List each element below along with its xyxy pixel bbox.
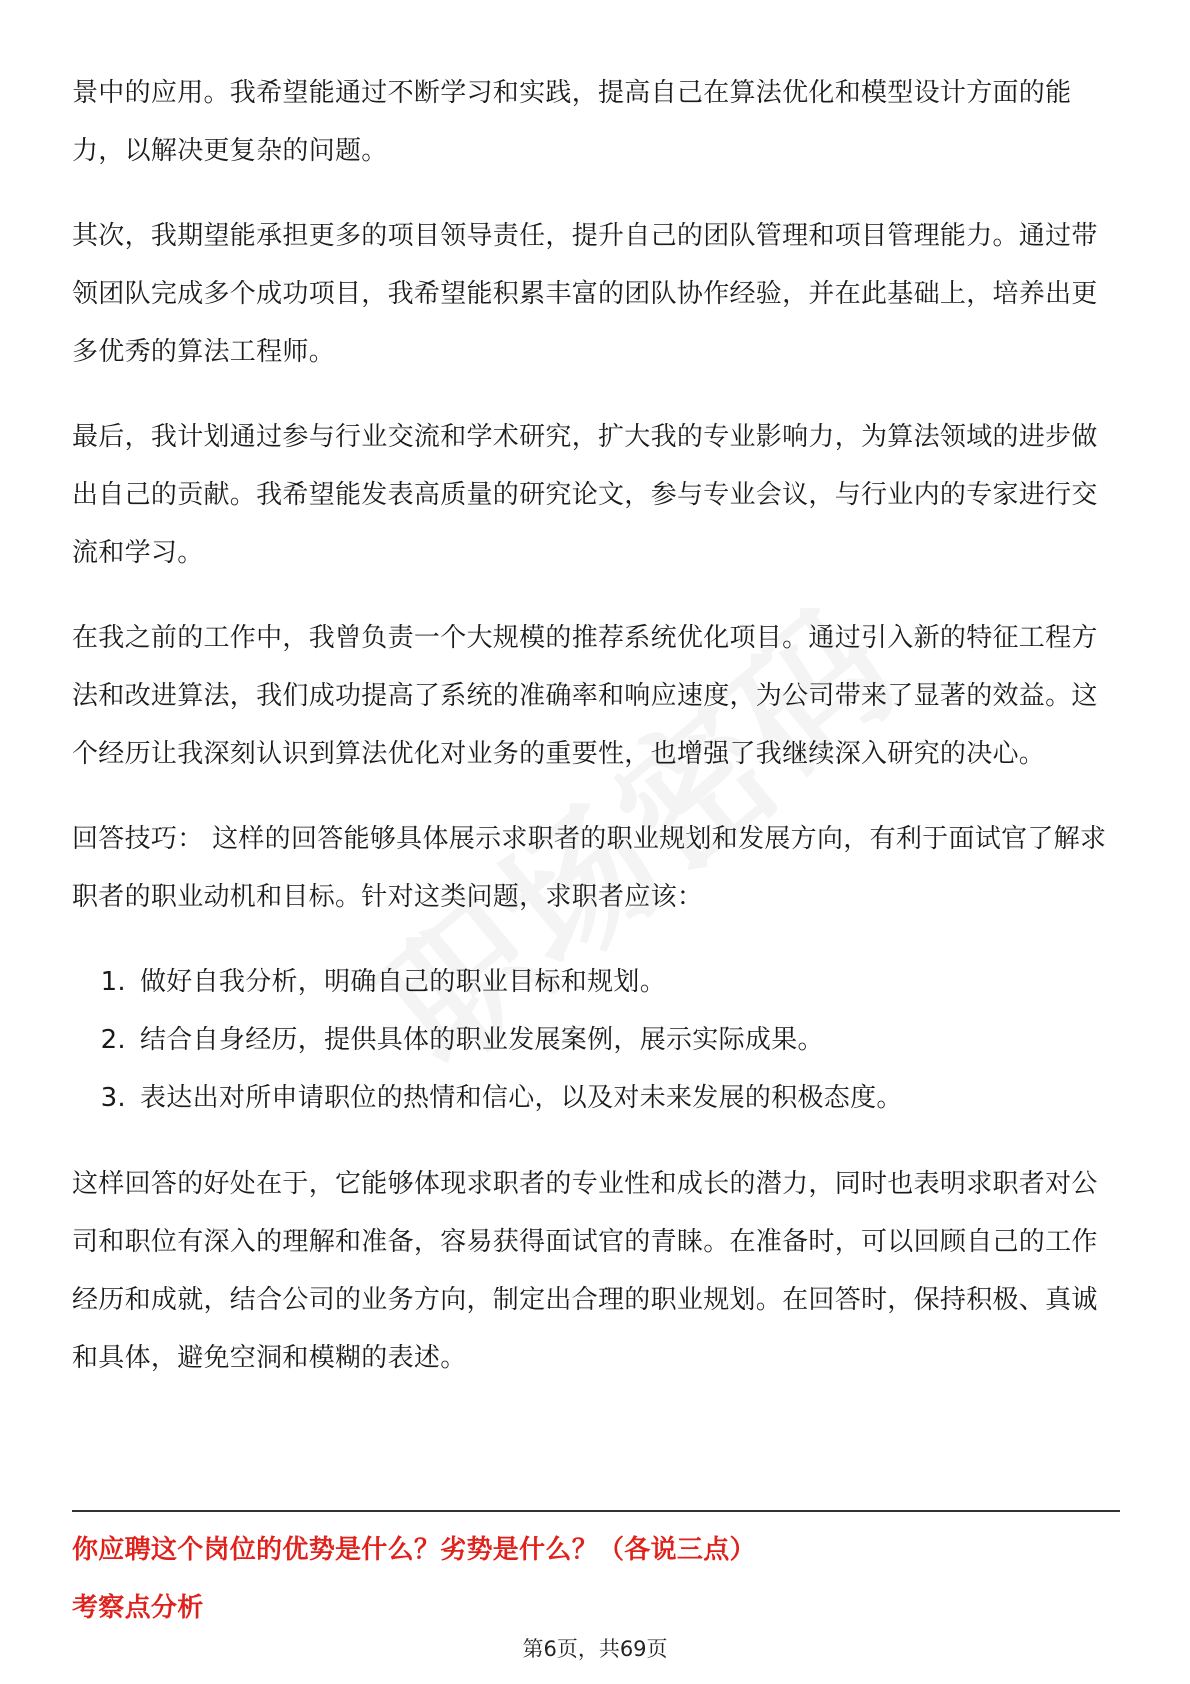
paragraph-answer-tips: 回答技巧： 这样的回答能够具体展示求职者的职业规划和发展方向，有利于面试官了解求职者的职业动机和目标。针对这类问题，求职者应该： bbox=[72, 824, 1107, 912]
list-item-text: 做好自我分析，明确自己的职业目标和规划。 bbox=[140, 967, 667, 997]
paragraph-continuation: 景中的应用。我希望能通过不断学习和实践，提高自己在算法优化和模型设计方面的能力，以解决更复杂的问题。 bbox=[72, 78, 1072, 166]
page-number: 第6页，共69页 bbox=[522, 1637, 668, 1661]
list-item-text: 表达出对所申请职位的热情和信心，以及对未来发展的积极态度。 bbox=[140, 1083, 903, 1113]
list-item bbox=[72, 1011, 1120, 1069]
paragraph-experience: 在我之前的工作中，我曾负责一个大规模的推荐系统优化项目。通过引入新的特征工程方法和改进算法，我们成功提高了系统的准确率和响应速度，为公司带来了显著的效益。这个经历让我深刻认识到算法优化对业务的重要性，也增强了我继续深入研究的决心。 bbox=[72, 623, 1098, 769]
section-divider bbox=[72, 1510, 1120, 1512]
document-body bbox=[72, 64, 1120, 1414]
list-item bbox=[72, 953, 1120, 1011]
paragraph-influence: 最后，我计划通过参与行业交流和学术研究，扩大我的专业影响力，为算法领域的进步做出自己的贡献。我希望能发表高质量的研究论文，参与专业会议，与行业内的专家进行交流和学习。 bbox=[72, 422, 1098, 568]
question-title: 你应聘这个岗位的优势是什么？劣势是什么？（各说三点） bbox=[72, 1535, 756, 1565]
list-item-number: 2. bbox=[100, 1025, 126, 1055]
analysis-subtitle: 考察点分析 bbox=[72, 1593, 204, 1623]
list-item-number: 3. bbox=[100, 1083, 126, 1113]
list-item-text: 结合自身经历，提供具体的职业发展案例，展示实际成果。 bbox=[140, 1025, 824, 1055]
paragraph-leadership: 其次，我期望能承担更多的项目领导责任，提升自己的团队管理和项目管理能力。通过带领团队完成多个成功项目，我希望能积累丰富的团队协作经验，并在此基础上，培养出更多优秀的算法工程师。 bbox=[72, 221, 1098, 367]
list-item bbox=[72, 1069, 1120, 1127]
tips-list bbox=[72, 953, 1120, 1127]
list-item-number: 1. bbox=[100, 967, 126, 997]
paragraph-closing: 这样回答的好处在于，它能够体现求职者的专业性和成长的潜力，同时也表明求职者对公司和职位有深入的理解和准备，容易获得面试官的青睐。在准备时，可以回顾自己的工作经历和成就，结合公司的业务方向，制定出合理的职业规划。在回答时，保持积极、真诚和具体，避免空洞和模糊的表述。 bbox=[72, 1169, 1098, 1373]
